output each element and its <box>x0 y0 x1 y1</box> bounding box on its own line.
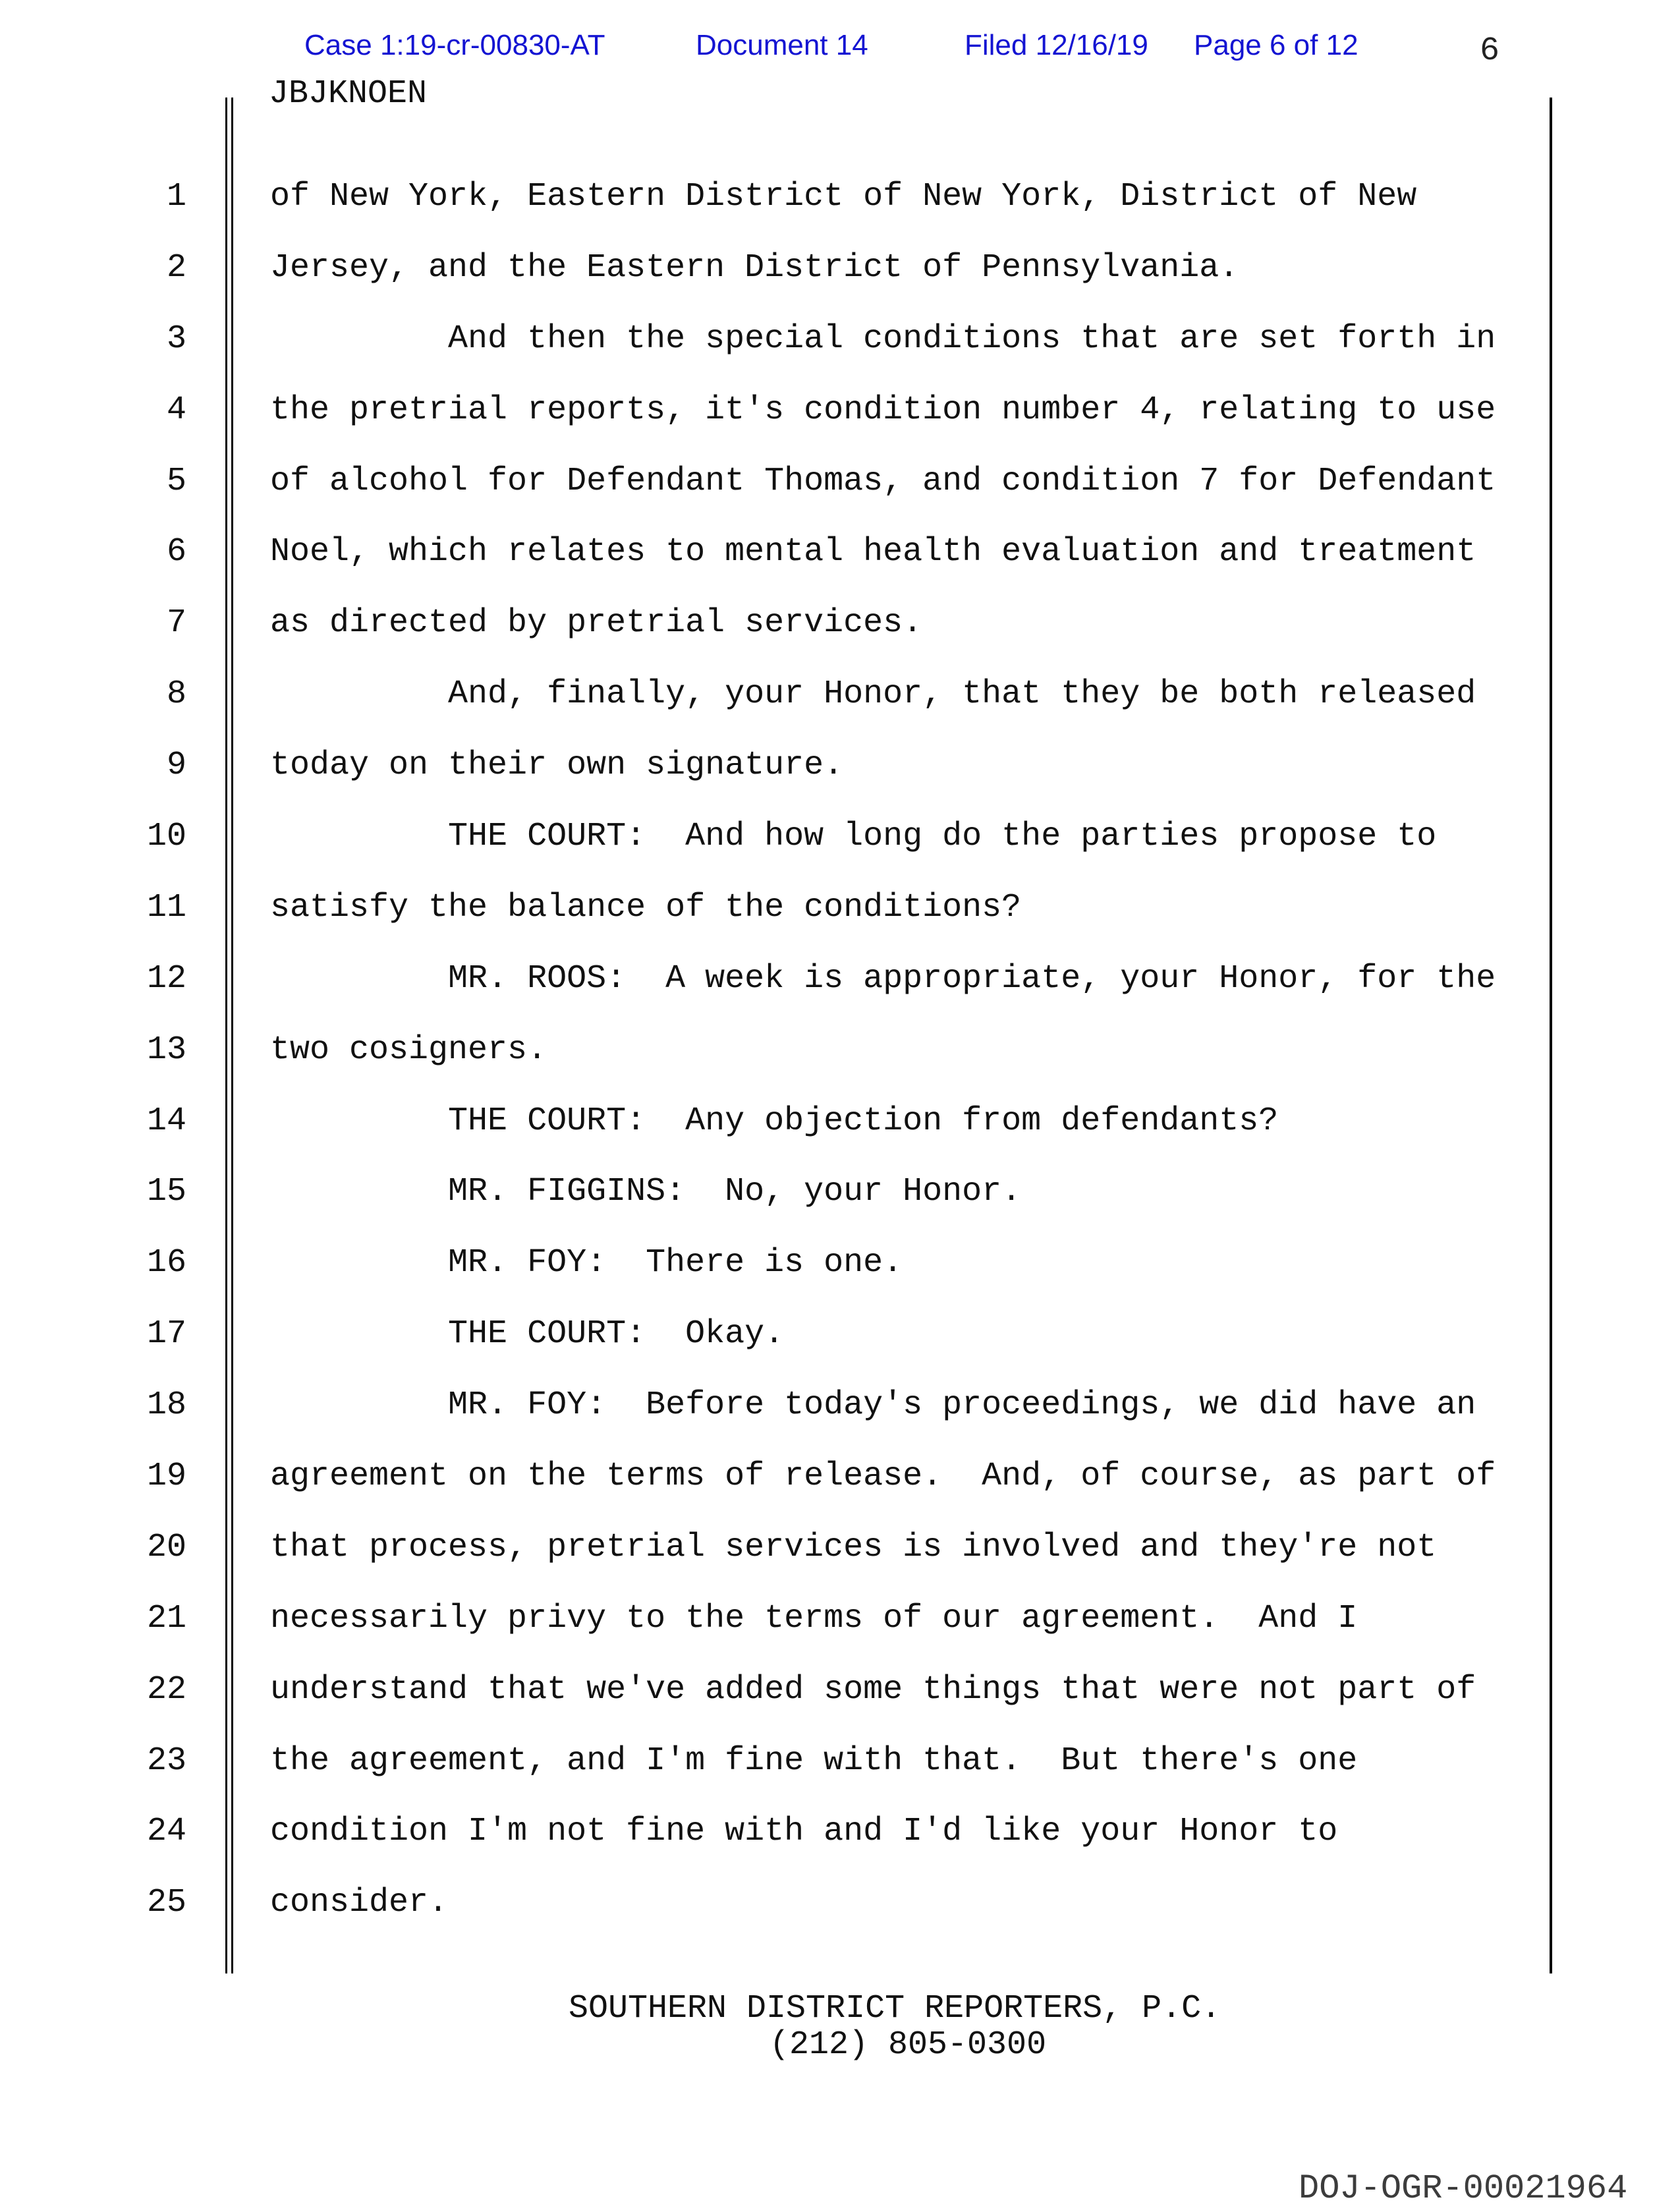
line-text: understand that we've added some things that were not part of <box>270 1670 1476 1709</box>
header-document-label: Document 14 <box>696 29 868 61</box>
line-text: the agreement, and I'm fine with that. But there's one <box>270 1742 1358 1780</box>
line-number: 21 <box>146 1599 186 1637</box>
line-number: 11 <box>146 888 186 926</box>
line-text: as directed by pretrial services. <box>270 604 923 642</box>
line-number: 2 <box>166 248 186 287</box>
transcript-line <box>0 1441 1680 1512</box>
transcript-line <box>0 1512 1680 1583</box>
line-text: And, finally, your Honor, that they be both released <box>270 675 1476 714</box>
line-number: 8 <box>166 675 186 714</box>
line-text: that process, pretrial services is involved and they're not <box>270 1528 1437 1566</box>
line-number: 23 <box>146 1742 186 1780</box>
transcript-line <box>0 1583 1680 1655</box>
line-text: the pretrial reports, it's condition number 4, relating to use <box>270 391 1496 429</box>
transcript-line <box>0 1655 1680 1726</box>
transcript-id: JBJKNOEN <box>269 75 428 113</box>
line-number: 18 <box>146 1386 186 1425</box>
transcript-line <box>0 1370 1680 1441</box>
transcript-line <box>0 1299 1680 1370</box>
line-number: 9 <box>166 747 186 785</box>
transcript-line <box>0 588 1680 659</box>
transcript-body <box>0 161 1680 1939</box>
line-text: Jersey, and the Eastern District of Pennsylvania. <box>270 248 1239 287</box>
line-text: MR. ROOS: A week is appropriate, your Honor, for the <box>270 959 1496 998</box>
line-text: condition I'm not fine with and I'd like your Honor to <box>270 1813 1338 1851</box>
transcript-line <box>0 304 1680 375</box>
transcript-line <box>0 944 1680 1015</box>
transcript-line <box>0 161 1680 233</box>
line-text: of New York, Eastern District of New York, District of New <box>270 178 1417 215</box>
line-text: necessarily privy to the terms of our agreement. And I <box>270 1599 1358 1637</box>
line-text: And then the special conditions that are set forth in <box>270 320 1496 358</box>
bates-stamp: DOJ-OGR-00021964 <box>1299 2169 1628 2208</box>
line-text: THE COURT: Okay. <box>270 1315 785 1353</box>
page-number: 6 <box>1480 32 1500 70</box>
line-number: 14 <box>146 1102 186 1140</box>
transcript-line <box>0 872 1680 944</box>
line-number: 10 <box>146 818 186 856</box>
line-text: today on their own signature. <box>270 747 844 785</box>
line-text: consider. <box>270 1884 449 1922</box>
transcript-line <box>0 1156 1680 1228</box>
footer-phone-number: (212) 805-0300 <box>770 2026 1047 2064</box>
transcript-line <box>0 233 1680 304</box>
header-filed-date: Filed 12/16/19 <box>965 29 1148 61</box>
line-text: THE COURT: And how long do the parties propose to <box>270 818 1437 856</box>
line-number: 5 <box>166 462 186 500</box>
line-text: THE COURT: Any objection from defendants? <box>270 1102 1279 1140</box>
line-number: 25 <box>146 1884 186 1922</box>
header-case-number: Case 1:19-cr-00830-AT <box>304 29 605 61</box>
line-text: MR. FOY: There is one. <box>270 1244 903 1282</box>
transcript-line <box>0 1726 1680 1797</box>
line-number: 20 <box>146 1528 186 1566</box>
line-text: MR. FOY: Before today's proceedings, we did have an <box>270 1386 1476 1425</box>
line-number: 19 <box>146 1458 186 1496</box>
line-number: 13 <box>146 1031 186 1069</box>
transcript-line <box>0 446 1680 517</box>
line-number: 17 <box>146 1315 186 1353</box>
line-number: 1 <box>166 178 186 215</box>
line-number: 4 <box>166 391 186 429</box>
transcript-line <box>0 801 1680 872</box>
transcript-line <box>0 1086 1680 1157</box>
transcript-line <box>0 1228 1680 1299</box>
transcript-line <box>0 730 1680 801</box>
line-number: 16 <box>146 1244 186 1282</box>
line-text: Noel, which relates to mental health evaluation and treatment <box>270 533 1476 571</box>
line-number: 6 <box>166 533 186 571</box>
line-text: agreement on the terms of release. And, of course, as part of <box>270 1458 1496 1496</box>
transcript-line <box>0 1867 1680 1939</box>
transcript-line <box>0 1796 1680 1867</box>
line-number: 7 <box>166 604 186 642</box>
header-page-label: Page 6 of 12 <box>1194 29 1358 61</box>
line-number: 3 <box>166 320 186 358</box>
line-text: of alcohol for Defendant Thomas, and condition 7 for Defendant <box>270 462 1496 500</box>
transcript-line <box>0 1015 1680 1086</box>
line-number: 24 <box>146 1813 186 1851</box>
transcript-line <box>0 659 1680 730</box>
transcript-line <box>0 375 1680 446</box>
footer-reporter-name: SOUTHERN DISTRICT REPORTERS, P.C. <box>569 1990 1221 2028</box>
line-text: two cosigners. <box>270 1031 547 1069</box>
line-number: 22 <box>146 1670 186 1709</box>
line-text: satisfy the balance of the conditions? <box>270 888 1022 926</box>
line-text: MR. FIGGINS: No, your Honor. <box>270 1173 1022 1211</box>
line-number: 15 <box>146 1173 186 1211</box>
transcript-line <box>0 517 1680 588</box>
line-number: 12 <box>146 959 186 998</box>
